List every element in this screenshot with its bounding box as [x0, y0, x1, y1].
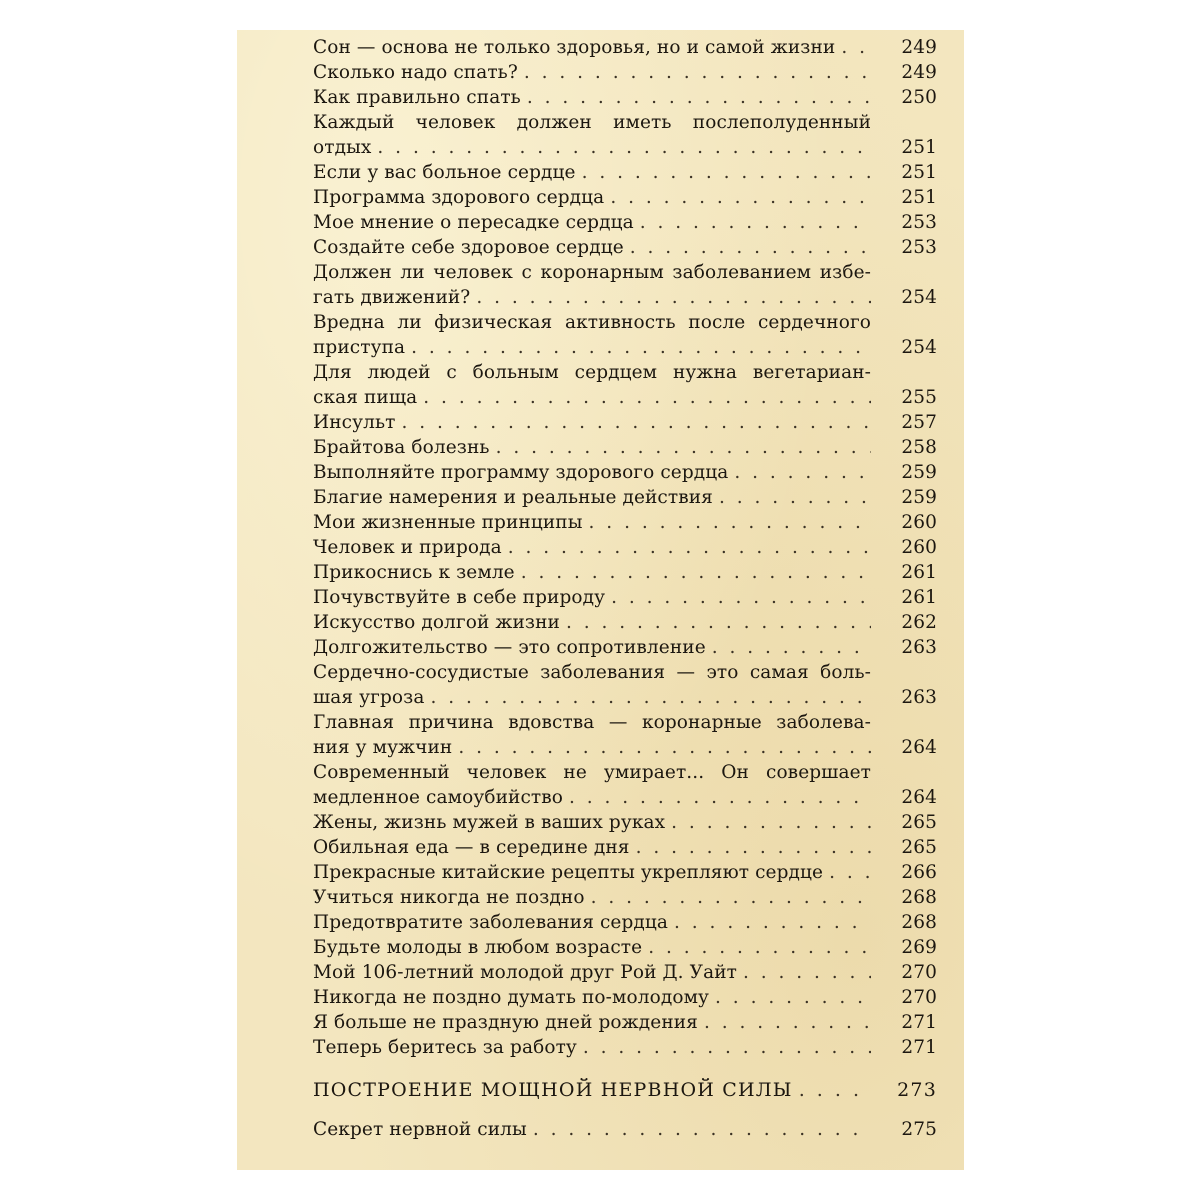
toc-page-number: 264 [901, 787, 937, 808]
dot-leader [668, 910, 871, 935]
toc-page-number: 255 [901, 387, 937, 408]
dot-leader [515, 560, 871, 585]
spacer [313, 1060, 937, 1076]
toc-page-number: 258 [901, 437, 937, 458]
toc-entry-title: Долгожительство — это сопротивление [313, 637, 706, 658]
toc-page-number: 268 [901, 887, 937, 908]
toc-entry-title: Программа здорового сердца [313, 187, 605, 208]
toc-page-number: 263 [901, 637, 937, 658]
dot-leader [452, 735, 871, 760]
dot-leader [709, 985, 871, 1010]
dot-leader [417, 385, 871, 410]
toc-page-number: 261 [901, 562, 937, 583]
toc-page-number: 250 [901, 87, 937, 108]
toc-entry [313, 210, 937, 235]
toc-entry [313, 360, 937, 410]
dot-leader [424, 685, 871, 710]
dot-leader [604, 185, 871, 210]
dot-leader [395, 410, 871, 435]
toc-page-number: 249 [901, 37, 937, 58]
toc-entry [313, 710, 937, 760]
toc-entry-title-line1: Современный человек не умирает... Он совершает [313, 762, 871, 783]
dot-leader [728, 460, 871, 485]
dot-leader [698, 1010, 871, 1035]
toc-entry-title: Выполняйте программу здорового сердца [313, 462, 729, 483]
toc-page-number: 253 [901, 237, 937, 258]
dot-leader [835, 35, 871, 60]
toc-entry-title-line2: ская пища [313, 387, 418, 408]
dot-leader [583, 510, 871, 535]
toc-page-number: 253 [901, 212, 937, 233]
dot-leader [624, 235, 871, 260]
dot-leader [823, 860, 871, 885]
toc-entry [313, 960, 937, 985]
toc-entry-title: Создайте себе здоровое сердце [313, 237, 624, 258]
toc-entry-title: Если у вас больное сердце [313, 162, 576, 183]
toc-entry-title: Мои жизненные принципы [313, 512, 583, 533]
toc-page-number: 260 [901, 537, 937, 558]
toc-page-number: 251 [901, 187, 937, 208]
toc-entry-title: Сон — основа не только здоровья, но и самой жизни [313, 37, 836, 58]
spacer [313, 1105, 937, 1117]
toc-page-number: 265 [901, 837, 937, 858]
toc-entry-title-line2: ния у мужчин [313, 737, 453, 758]
toc-page-number: 259 [901, 462, 937, 483]
toc-entry-title-line1: Каждый человек должен иметь послеполуденный [313, 112, 871, 133]
toc-page-number: 271 [901, 1037, 937, 1058]
toc-entry-title-line1: Сердечно-сосудистые заболевания — это самая боль- [313, 662, 871, 683]
toc-entry [313, 510, 937, 535]
toc-entry-title-line1: Должен ли человек с коронарным заболеванием избе- [313, 262, 871, 283]
toc-page-number: 270 [901, 962, 937, 983]
toc-entry-title: Мое мнение о пересадке сердца [313, 212, 634, 233]
toc-entry [313, 985, 937, 1010]
toc-page-number: 254 [901, 337, 937, 358]
toc-entry [313, 60, 937, 85]
toc-entry [313, 760, 937, 810]
toc-page-number: 261 [901, 587, 937, 608]
toc-page-number: 270 [901, 987, 937, 1008]
toc-page-number: 263 [901, 687, 937, 708]
toc-entry [313, 535, 937, 560]
toc-page-number: 269 [901, 937, 937, 958]
toc-entry [313, 260, 937, 310]
dot-leader [737, 960, 871, 985]
toc-entry [313, 660, 937, 710]
toc-entry [313, 435, 937, 460]
toc-entry [313, 560, 937, 585]
dot-leader [563, 785, 871, 810]
toc-page-number: 262 [901, 612, 937, 633]
dot-leader [521, 85, 871, 110]
toc-page-number: 275 [901, 1119, 937, 1140]
toc-page-number: 271 [901, 1012, 937, 1033]
toc-page-number: 260 [901, 512, 937, 533]
dot-leader [371, 135, 871, 160]
toc-entry [313, 35, 937, 60]
toc-entry-title: Теперь беритесь за работу [313, 1037, 577, 1058]
toc-entry-title-line2: медленное самоубийство [313, 787, 564, 808]
toc-entry [313, 935, 937, 960]
toc-entry-title-line1: Вредна ли физическая активность после сердечного [313, 312, 871, 333]
toc-entry-title: Благие намерения и реальные действия [313, 487, 713, 508]
toc-entry-title: Человек и природа [313, 537, 502, 558]
toc-page-number: 254 [901, 287, 937, 308]
dot-leader [527, 1117, 871, 1142]
toc-entry-title-line1: Главная причина вдовства — коронарные заболева- [313, 712, 871, 733]
toc-entry-title: Будьте молоды в любом возрасте [313, 937, 643, 958]
toc-entry [313, 910, 937, 935]
toc-entry [313, 85, 937, 110]
toc-entry-title: Инсульт [313, 412, 396, 433]
toc-entry [313, 1010, 937, 1035]
dot-leader [560, 610, 871, 635]
toc-page-number: 264 [901, 737, 937, 758]
toc-entry [313, 310, 937, 360]
toc-entry-title: Никогда не поздно думать по-молодому [313, 987, 710, 1008]
toc-page-number: 268 [901, 912, 937, 933]
toc-entry-title: Прекрасные китайские рецепты укрепляют сердце [313, 862, 824, 883]
toc-entry [313, 160, 937, 185]
toc-entry-title: Секрет нервной силы [313, 1119, 527, 1140]
dot-leader [665, 810, 871, 835]
toc-entry-title: Почувствуйте в себе природу [313, 587, 606, 608]
toc-entry [313, 835, 937, 860]
toc-entry-title-line2: отдых [313, 137, 372, 158]
toc-entry-title: Я больше не праздную дней рождения [313, 1012, 698, 1033]
dot-leader [706, 635, 871, 660]
dot-leader [634, 210, 871, 235]
toc-entry-title-line2: гать движений? [313, 287, 471, 308]
toc-page-number: 251 [901, 137, 937, 158]
toc-entry-title: Предотвратите заболевания сердца [313, 912, 669, 933]
toc-entry [313, 810, 937, 835]
toc-entry [313, 410, 937, 435]
section-heading [313, 1078, 937, 1103]
dot-leader [630, 835, 871, 860]
toc-entry-title: Обильная еда — в середине дня [313, 837, 630, 858]
toc-entry [313, 485, 937, 510]
toc-entry [313, 1117, 937, 1142]
toc-entry [313, 860, 937, 885]
toc-page-number: 266 [901, 862, 937, 883]
dot-leader [470, 285, 871, 310]
dot-leader [713, 485, 871, 510]
toc-entry-title: Прикоснись к земле [313, 562, 515, 583]
toc-page-number: 265 [901, 812, 937, 833]
dot-leader [490, 435, 871, 460]
toc-entry [313, 185, 937, 210]
toc-page-number: 249 [901, 62, 937, 83]
toc-entry [313, 635, 937, 660]
toc-entry [313, 610, 937, 635]
dot-leader [577, 1035, 871, 1060]
toc-page-number: 251 [901, 162, 937, 183]
dot-leader [518, 60, 871, 85]
book-page [237, 30, 964, 1170]
toc-entry-title: Сколько надо спать? [313, 62, 518, 83]
toc-entry-title: ПОСТРОЕНИЕ МОЩНОЙ НЕРВНОЙ СИЛЫ [313, 1079, 793, 1101]
toc-entry [313, 585, 937, 610]
toc-entry [313, 235, 937, 260]
toc-page-number: 273 [897, 1079, 937, 1101]
toc-entry-title: Искусство долгой жизни [313, 612, 560, 633]
dot-leader [642, 935, 871, 960]
toc-entry [313, 885, 937, 910]
dot-leader [605, 585, 871, 610]
dot-leader [793, 1078, 871, 1103]
dot-leader [585, 885, 871, 910]
table-of-contents [313, 35, 937, 1142]
toc-page-number: 259 [901, 487, 937, 508]
toc-entry [313, 1035, 937, 1060]
toc-entry-title: Брайтова болезнь [313, 437, 490, 458]
toc-entry-title: Жены, жизнь мужей в ваших руках [313, 812, 666, 833]
toc-entry-title-line2: приступа [313, 337, 406, 358]
dot-leader [576, 160, 871, 185]
toc-entry [313, 460, 937, 485]
toc-entry-title: Как правильно спать [313, 87, 521, 108]
dot-leader [405, 335, 871, 360]
toc-page-number: 257 [901, 412, 937, 433]
toc-entry-title-line2: шая угроза [313, 687, 425, 708]
dot-leader [502, 535, 871, 560]
toc-entry-title-line1: Для людей с больным сердцем нужна вегетариан- [313, 362, 871, 383]
toc-entry [313, 110, 937, 160]
toc-entry-title: Учиться никогда не поздно [313, 887, 585, 908]
toc-entry-title: Мой 106-летний молодой друг Рой Д. Уайт [313, 962, 737, 983]
